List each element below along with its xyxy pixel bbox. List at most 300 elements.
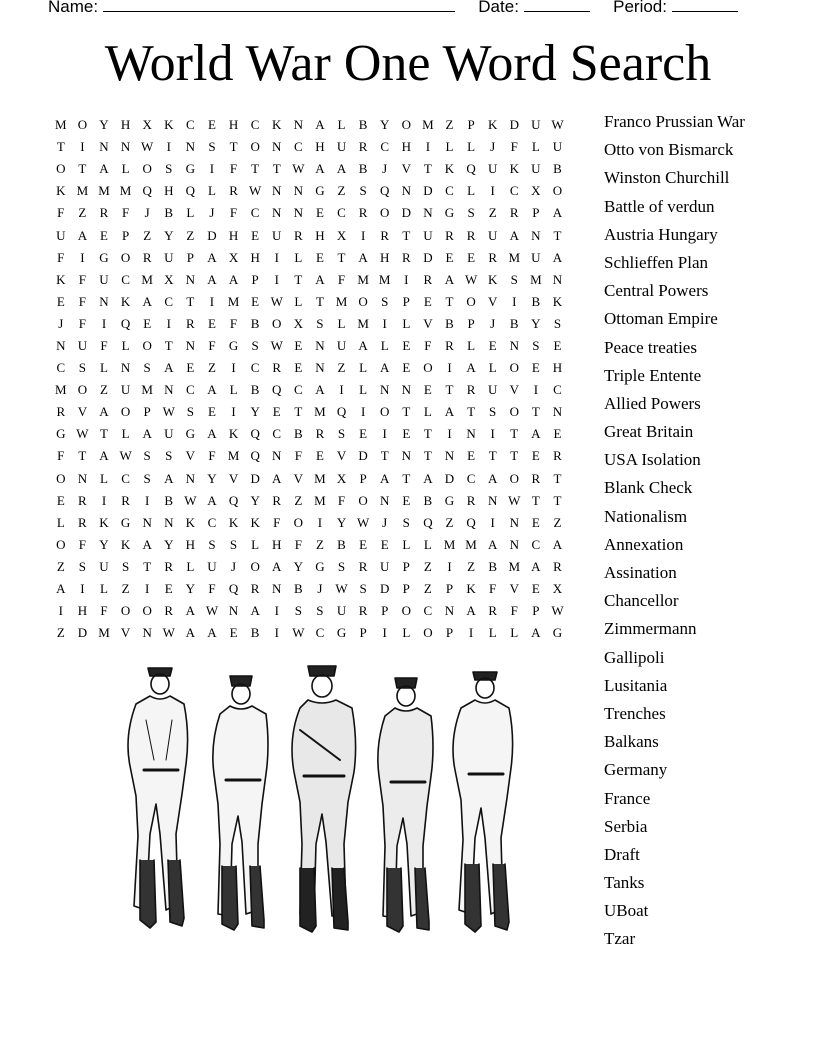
grid-cell: X — [552, 581, 563, 597]
grid-cell: W — [335, 581, 348, 597]
grid-cell: A — [142, 536, 152, 552]
grid-cell: I — [145, 492, 150, 508]
grid-cell: C — [531, 536, 541, 552]
grid-cell: I — [533, 382, 539, 398]
grid-cell: A — [164, 470, 174, 486]
grid-cell: E — [553, 337, 562, 353]
word-list-item: Franco Prussian War — [604, 112, 745, 131]
grid-cell: S — [402, 514, 410, 530]
grid-cell: I — [382, 625, 387, 641]
grid-cell: K — [120, 536, 131, 552]
soldier-5 — [453, 672, 513, 932]
grid-row — [50, 556, 568, 578]
name-blank[interactable] — [103, 0, 455, 12]
grid-cell: N — [315, 337, 325, 353]
grid-cell: Y — [185, 581, 196, 597]
period-label: Period: — [613, 0, 667, 16]
grid-cell: T — [164, 337, 173, 353]
grid-cell: E — [294, 360, 303, 376]
page-title: World War One Word Search — [104, 35, 712, 92]
grid-cell: A — [250, 603, 260, 619]
word-list-item: UBoat — [604, 901, 649, 921]
grid-cell: I — [468, 625, 474, 641]
grid-cell: F — [208, 337, 216, 353]
grid-cell: I — [490, 514, 495, 530]
grid-cell: N — [142, 514, 152, 530]
grid-cell: O — [423, 625, 433, 641]
grid-cell: F — [510, 603, 518, 619]
grid-cell: P — [402, 558, 410, 574]
grid-cell: E — [251, 293, 260, 309]
grid-cell: S — [316, 603, 324, 619]
grid-cell: C — [250, 360, 260, 376]
grid-cell: W — [141, 139, 154, 155]
grid-cell: H — [401, 139, 411, 155]
grid-cell: R — [358, 205, 368, 221]
grid-cell: Y — [336, 514, 347, 530]
grid-cell: A — [358, 249, 368, 265]
grid-cell: I — [339, 382, 344, 398]
soldier-1 — [128, 668, 188, 928]
grid-cell: K — [487, 271, 498, 287]
grid-cell: I — [101, 492, 107, 508]
grid-cell: B — [531, 293, 541, 309]
grid-cell: W — [356, 514, 370, 530]
grid-cell: E — [531, 448, 540, 464]
grid-cell: U — [380, 558, 390, 574]
grid-cell: R — [466, 492, 476, 508]
grid-cell: X — [531, 183, 541, 199]
grid-row — [50, 512, 568, 534]
grid-cell: S — [489, 404, 497, 420]
grid-cell: A — [56, 581, 66, 597]
grid-cell: I — [58, 603, 63, 619]
grid-cell: L — [294, 293, 303, 309]
grid-cell: I — [80, 139, 85, 155]
grid-cell: L — [207, 183, 216, 199]
grid-cell: K — [164, 117, 174, 133]
grid-cell: P — [121, 227, 130, 243]
grid-cell: L — [445, 139, 454, 155]
grid-cell: M — [508, 249, 521, 265]
grid-cell: D — [380, 581, 390, 597]
grid-cell: V — [185, 448, 196, 464]
grid-cell: M — [357, 271, 369, 287]
grid-cell: R — [358, 139, 368, 155]
grid-cell: O — [120, 249, 131, 265]
grid-cell: A — [358, 337, 368, 353]
grid-cell: R — [401, 249, 411, 265]
grid-cell: M — [357, 315, 369, 331]
grid-cell: I — [382, 315, 387, 331]
grid-cell: Z — [294, 492, 303, 508]
grid-cell: F — [100, 603, 108, 619]
grid-cell: B — [553, 161, 562, 177]
grid-cell: N — [120, 139, 131, 155]
grid-cell: N — [401, 448, 411, 464]
grid-cell: N — [552, 404, 563, 420]
grid-cell: Q — [228, 492, 239, 508]
grid-cell: T — [402, 470, 411, 486]
grid-cell: H — [185, 536, 196, 552]
grid-cell: E — [186, 360, 195, 376]
grid-cell: T — [445, 382, 454, 398]
grid-cell: O — [509, 404, 519, 420]
grid-cell: O — [293, 514, 304, 530]
grid-cell: F — [57, 448, 65, 464]
word-list-item: Gallipoli — [604, 647, 665, 667]
grid-cell: L — [423, 404, 432, 420]
grid-cell: N — [272, 183, 282, 199]
grid-cell: O — [466, 293, 476, 309]
grid-cell: O — [509, 470, 519, 486]
grid-cell: E — [164, 581, 173, 597]
grid-cell: N — [401, 183, 411, 199]
grid-row — [50, 114, 568, 136]
grid-cell: A — [466, 603, 476, 619]
grid-cell: M — [141, 382, 153, 398]
grid-cell: R — [531, 470, 541, 486]
grid-cell: C — [423, 603, 433, 619]
grid-cell: E — [56, 492, 65, 508]
grid-cell: N — [185, 470, 196, 486]
word-list-item: USA Isolation — [604, 450, 701, 470]
grid-cell: M — [335, 293, 348, 309]
grid-cell: S — [121, 558, 130, 574]
grid-cell: O — [77, 117, 88, 133]
word-list — [604, 110, 745, 956]
grid-cell: P — [402, 293, 410, 309]
grid-cell: K — [56, 271, 66, 287]
grid-cell: E — [423, 382, 432, 398]
grid-cell: V — [293, 470, 304, 486]
word-list-item: Otto von Bismarck — [604, 140, 734, 160]
grid-cell: Q — [423, 514, 433, 530]
grid-cell: I — [209, 293, 215, 309]
grid-cell: D — [509, 117, 519, 133]
grid-cell: F — [78, 536, 86, 552]
grid-cell: T — [337, 249, 346, 265]
grid-cell: T — [294, 404, 303, 420]
grid-cell: G — [444, 205, 455, 221]
grid-cell: S — [510, 271, 518, 287]
grid-cell: E — [315, 249, 324, 265]
grid-cell: U — [336, 603, 347, 619]
grid-cell: K — [185, 514, 196, 530]
grid-cell: D — [77, 625, 88, 641]
grid-cell: E — [207, 117, 216, 133]
grid-cell: N — [444, 603, 455, 619]
grid-cell: N — [380, 492, 390, 508]
grid-cell: K — [120, 293, 131, 309]
grid-cell: W — [551, 603, 564, 619]
grid-cell: B — [509, 315, 519, 331]
grid-cell: I — [447, 426, 452, 442]
grid-cell: B — [358, 117, 368, 133]
grid-cell: L — [467, 139, 476, 155]
grid-cell: O — [56, 536, 66, 552]
grid-cell: A — [207, 426, 217, 442]
grid-cell: V — [401, 161, 411, 177]
grid-cell: L — [121, 337, 130, 353]
grid-cell: O — [142, 161, 152, 177]
grid-cell: E — [315, 205, 324, 221]
grid-row — [50, 247, 568, 269]
grid-row — [50, 158, 568, 180]
grid-cell: N — [293, 205, 304, 221]
grid-cell: T — [294, 271, 303, 287]
grid-cell: E — [553, 426, 562, 442]
date-blank[interactable] — [524, 0, 590, 12]
grid-cell: G — [315, 558, 325, 574]
grid-cell: P — [359, 625, 367, 641]
grid-cell: P — [445, 581, 454, 597]
grid-row — [50, 379, 568, 401]
grid-cell: U — [77, 337, 88, 353]
grid-cell: U — [99, 271, 109, 287]
soldier-4 — [378, 678, 433, 932]
grid-cell: X — [336, 470, 347, 486]
grid-cell: R — [99, 205, 109, 221]
grid-cell: S — [143, 448, 151, 464]
soldiers-drawing — [100, 660, 540, 955]
grid-cell: J — [58, 315, 64, 331]
grid-cell: A — [185, 625, 196, 641]
grid-cell: Q — [272, 382, 282, 398]
grid-cell: E — [467, 448, 476, 464]
grid-cell: C — [293, 139, 303, 155]
grid-cell: S — [143, 470, 151, 486]
grid-cell: A — [423, 470, 433, 486]
grid-cell: D — [401, 205, 411, 221]
grid-cell: M — [55, 117, 67, 133]
grid-cell: N — [423, 205, 433, 221]
grid-cell: O — [120, 404, 131, 420]
grid-cell: G — [315, 183, 325, 199]
grid-cell: L — [186, 205, 195, 221]
grid-cell: R — [509, 205, 519, 221]
grid-cell: K — [56, 183, 66, 199]
grid-cell: F — [229, 205, 238, 221]
grid-cell: Z — [56, 558, 65, 574]
grid-cell: F — [273, 514, 281, 530]
grid-cell: L — [121, 161, 130, 177]
grid-cell: U — [487, 382, 498, 398]
grid-cell: B — [250, 382, 260, 398]
grid-cell: X — [164, 271, 174, 287]
grid-cell: M — [119, 183, 132, 199]
grid-cell: U — [336, 337, 347, 353]
grid-cell: P — [251, 271, 259, 287]
grid-cell: L — [251, 536, 260, 552]
grid-cell: M — [443, 536, 456, 552]
grid-row — [50, 335, 568, 357]
grid-cell: X — [336, 227, 347, 243]
grid-cell: U — [531, 117, 541, 133]
grid-cell: Y — [293, 558, 304, 574]
grid-cell: N — [509, 337, 519, 353]
grid-row — [50, 578, 568, 600]
grid-cell: A — [164, 360, 174, 376]
grid-row — [50, 224, 568, 246]
grid-cell: W — [464, 271, 478, 287]
grid-cell: E — [272, 404, 281, 420]
grid-cell: E — [294, 337, 303, 353]
grid-cell: T — [186, 293, 195, 309]
grid-cell: B — [423, 492, 433, 508]
grid-cell: S — [165, 448, 173, 464]
grid-cell: O — [272, 315, 282, 331]
grid-cell: U — [272, 227, 282, 243]
grid-cell: Z — [488, 205, 497, 221]
grid-cell: K — [228, 514, 239, 530]
grid-cell: R — [272, 360, 282, 376]
grid-cell: S — [229, 536, 238, 552]
grid-cell: H — [120, 117, 131, 133]
grid-cell: R — [272, 492, 282, 508]
grid-cell: A — [99, 161, 109, 177]
grid-cell: O — [423, 360, 433, 376]
grid-cell: O — [552, 183, 563, 199]
grid-cell: V — [509, 581, 519, 597]
grid-cell: Z — [207, 360, 216, 376]
grid-cell: U — [164, 426, 174, 442]
grid-cell: F — [229, 161, 238, 177]
date-label: Date: — [478, 0, 519, 16]
grid-cell: T — [402, 227, 411, 243]
grid-cell: S — [337, 558, 346, 574]
grid-cell: I — [166, 315, 171, 331]
grid-cell: G — [56, 426, 66, 442]
grid-cell: L — [402, 536, 411, 552]
grid-row — [50, 136, 568, 158]
grid-cell: L — [186, 558, 195, 574]
grid-cell: A — [77, 227, 88, 243]
grid-cell: Z — [315, 536, 324, 552]
grid-cell: F — [57, 249, 65, 265]
grid-cell: I — [512, 293, 517, 309]
grid-cell: A — [185, 603, 196, 619]
grid-cell: P — [359, 470, 367, 486]
grid-cell: D — [207, 227, 217, 243]
grid-cell: N — [509, 514, 519, 530]
grid-cell: Z — [445, 514, 454, 530]
grid-cell: R — [186, 315, 195, 331]
grid-cell: T — [229, 139, 238, 155]
grid-cell: N — [272, 448, 282, 464]
grid-cell: N — [272, 139, 282, 155]
grid-cell: R — [293, 227, 303, 243]
grid-cell: Z — [143, 227, 152, 243]
grid-cell: P — [532, 603, 540, 619]
grid-cell: K — [444, 161, 455, 177]
grid-cell: Z — [337, 183, 346, 199]
grid-cell: I — [101, 315, 107, 331]
grid-cell: E — [488, 337, 497, 353]
grid-row — [50, 468, 568, 490]
grid-cell: R — [229, 183, 238, 199]
grid-cell: G — [228, 337, 239, 353]
grid-cell: Z — [186, 227, 195, 243]
grid-cell: I — [382, 426, 387, 442]
grid-cell: M — [530, 271, 542, 287]
grid-cell: W — [292, 625, 305, 641]
grid-cell: A — [509, 227, 519, 243]
grid-cell: S — [359, 581, 367, 597]
grid-cell: P — [467, 117, 475, 133]
grid-cell: L — [467, 337, 476, 353]
grid-cell: E — [207, 404, 216, 420]
grid-cell: J — [490, 139, 496, 155]
grid-cell: G — [185, 426, 196, 442]
grid-cell: M — [76, 183, 89, 199]
grid-cell: L — [359, 360, 368, 376]
grid-cell: L — [100, 360, 108, 376]
grid-cell: C — [56, 360, 66, 376]
grid-cell: K — [250, 514, 260, 530]
grid-cell: T — [510, 448, 519, 464]
grid-cell: T — [553, 492, 562, 508]
grid-cell: N — [77, 470, 88, 486]
grid-cell: U — [552, 139, 563, 155]
grid-cell: T — [100, 426, 108, 442]
grid-cell: Z — [56, 625, 65, 641]
grid-cell: O — [380, 404, 390, 420]
grid-cell: A — [272, 558, 282, 574]
grid-cell: E — [445, 249, 454, 265]
grid-cell: H — [315, 227, 325, 243]
grid-cell: Y — [250, 404, 260, 420]
grid-cell: A — [552, 536, 563, 552]
grid-cell: Z — [423, 558, 432, 574]
header-fields — [48, 0, 738, 17]
grid-cell: U — [531, 249, 541, 265]
grid-cell: Z — [467, 558, 476, 574]
word-list-item: Battle of verdun — [604, 196, 715, 216]
grid-cell: N — [401, 382, 411, 398]
grid-cell: N — [272, 205, 282, 221]
grid-cell: O — [358, 492, 368, 508]
grid-cell: L — [100, 470, 108, 486]
period-blank[interactable] — [672, 0, 738, 12]
grid-cell: K — [466, 581, 476, 597]
grid-row — [50, 423, 568, 445]
grid-cell: R — [553, 448, 562, 464]
grid-cell: R — [466, 227, 476, 243]
grid-cell: S — [165, 161, 173, 177]
grid-cell: T — [78, 448, 87, 464]
grid-cell: E — [100, 227, 108, 243]
grid-cell: L — [337, 117, 346, 133]
grid-cell: U — [99, 558, 109, 574]
grid-cell: M — [227, 293, 240, 309]
grid-cell: U — [336, 139, 347, 155]
grid-cell: H — [164, 183, 174, 199]
word-list-item: Peace treaties — [604, 337, 697, 357]
grid-cell: E — [402, 337, 411, 353]
grid-cell: R — [358, 603, 368, 619]
grid-cell: A — [207, 382, 217, 398]
grid-cell: Q — [336, 404, 347, 420]
grid-cell: Q — [185, 183, 196, 199]
grid-cell: K — [509, 161, 519, 177]
grid-cell: P — [532, 205, 540, 221]
word-list-item: Ottoman Empire — [604, 309, 718, 329]
grid-cell: U — [56, 227, 66, 243]
grid-cell: Z — [121, 581, 130, 597]
grid-cell: E — [467, 249, 476, 265]
grid-cell: Q — [120, 315, 131, 331]
